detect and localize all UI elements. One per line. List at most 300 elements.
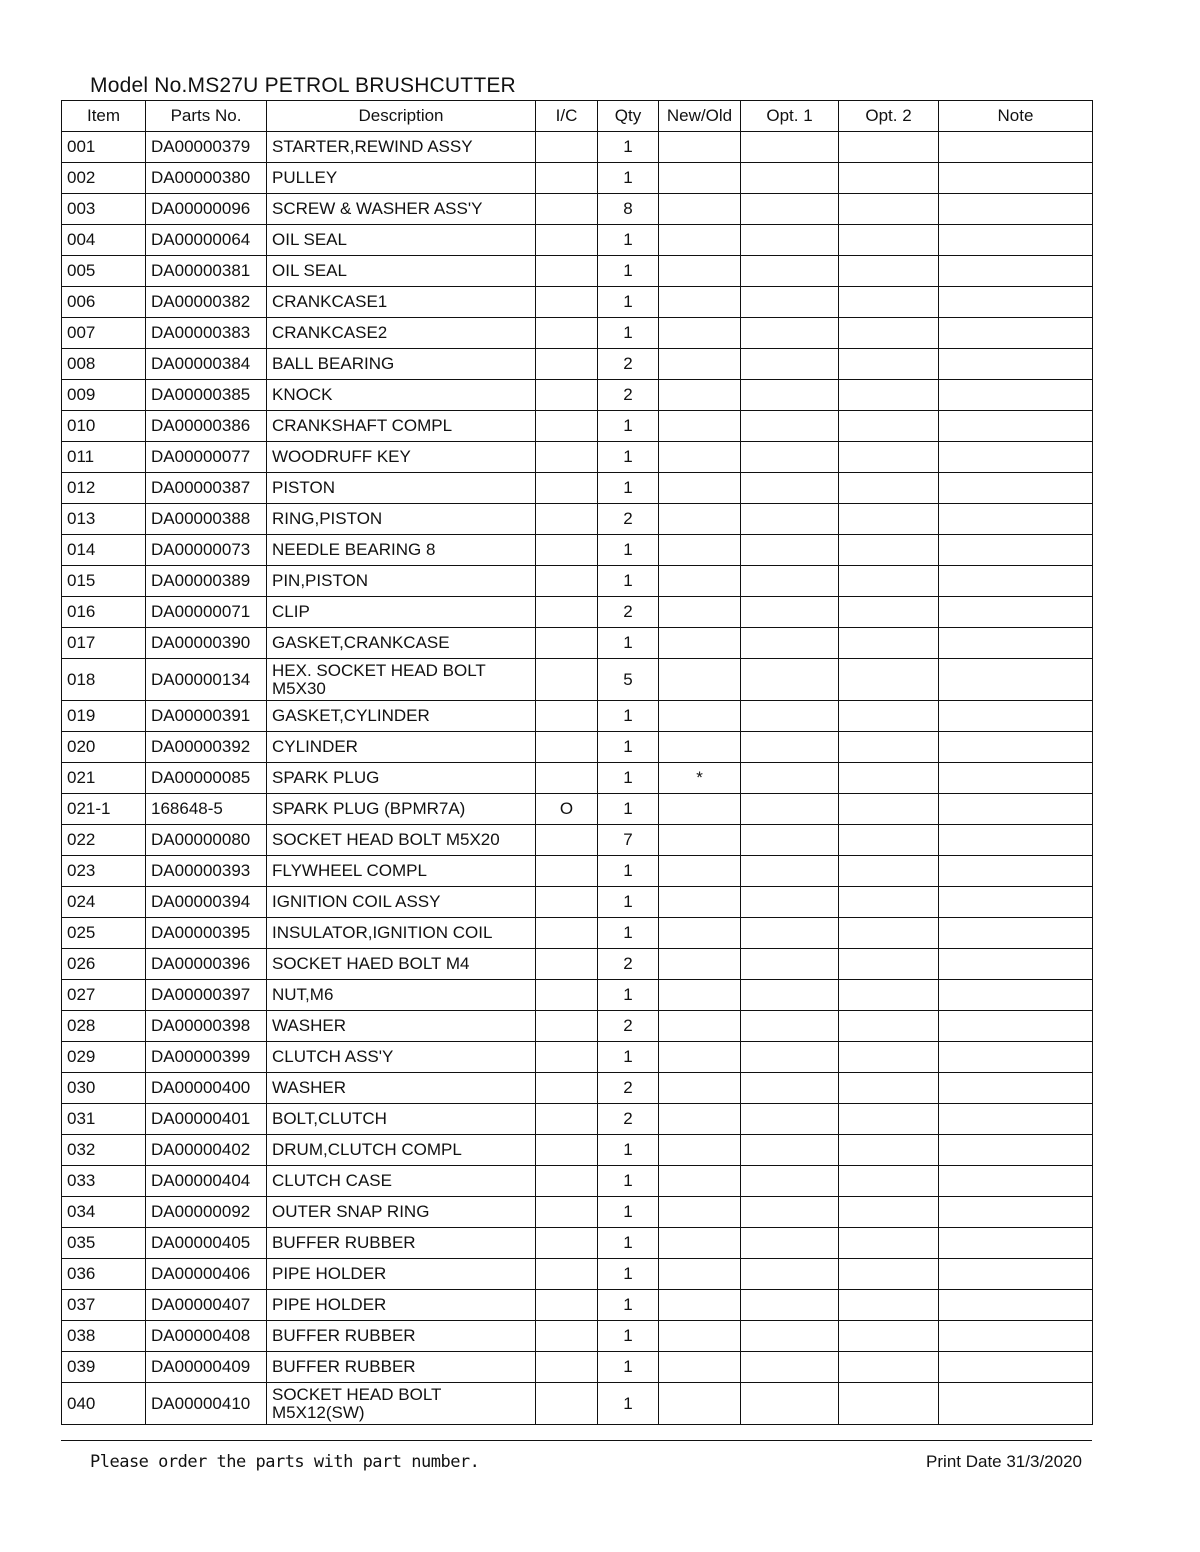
cell-opt1	[741, 349, 839, 380]
cell-description: IGNITION COIL ASSY	[267, 887, 536, 918]
cell-note	[939, 566, 1093, 597]
cell-item: 005	[62, 256, 146, 287]
cell-ic	[536, 256, 598, 287]
cell-note	[939, 701, 1093, 732]
column-header-item: Item	[62, 101, 146, 132]
table-row	[62, 287, 1093, 318]
table-row	[62, 949, 1093, 980]
cell-description: CLUTCH ASS'Y	[267, 1042, 536, 1073]
cell-parts-no: DA00000080	[146, 825, 267, 856]
cell-note	[939, 1383, 1093, 1425]
cell-opt1	[741, 1321, 839, 1352]
cell-ic	[536, 380, 598, 411]
cell-new-old	[659, 442, 741, 473]
cell-qty: 1	[598, 132, 659, 163]
cell-opt1	[741, 887, 839, 918]
cell-qty: 2	[598, 949, 659, 980]
table-row	[62, 504, 1093, 535]
cell-new-old	[659, 349, 741, 380]
table-row	[62, 918, 1093, 949]
cell-new-old	[659, 1104, 741, 1135]
table-row	[62, 473, 1093, 504]
cell-ic	[536, 1290, 598, 1321]
table-row	[62, 732, 1093, 763]
cell-ic	[536, 318, 598, 349]
cell-opt2	[839, 980, 939, 1011]
table-row	[62, 825, 1093, 856]
table-row	[62, 1290, 1093, 1321]
cell-parts-no: DA00000073	[146, 535, 267, 566]
table-row	[62, 194, 1093, 225]
cell-note	[939, 1135, 1093, 1166]
cell-ic	[536, 1011, 598, 1042]
cell-description: PIN,PISTON	[267, 566, 536, 597]
cell-description: BUFFER RUBBER	[267, 1352, 536, 1383]
cell-qty: 1	[598, 256, 659, 287]
cell-opt2	[839, 535, 939, 566]
cell-note	[939, 1228, 1093, 1259]
cell-ic	[536, 287, 598, 318]
cell-ic	[536, 659, 598, 701]
cell-parts-no: DA00000381	[146, 256, 267, 287]
page-title: Model No.MS27U PETROL BRUSHCUTTER	[90, 74, 516, 97]
cell-opt1	[741, 566, 839, 597]
cell-ic	[536, 349, 598, 380]
cell-item: 001	[62, 132, 146, 163]
cell-opt2	[839, 1228, 939, 1259]
cell-note	[939, 1197, 1093, 1228]
cell-qty: 1	[598, 473, 659, 504]
cell-qty: 1	[598, 763, 659, 794]
cell-item: 026	[62, 949, 146, 980]
table-row	[62, 628, 1093, 659]
cell-qty: 1	[598, 225, 659, 256]
table-row	[62, 1228, 1093, 1259]
cell-opt1	[741, 1011, 839, 1042]
cell-qty: 8	[598, 194, 659, 225]
table-row	[62, 1104, 1093, 1135]
cell-note	[939, 856, 1093, 887]
cell-new-old	[659, 1383, 741, 1425]
cell-parts-no: DA00000405	[146, 1228, 267, 1259]
table-row	[62, 1259, 1093, 1290]
cell-opt2	[839, 132, 939, 163]
cell-item: 024	[62, 887, 146, 918]
cell-qty: 1	[598, 1259, 659, 1290]
cell-qty: 1	[598, 318, 659, 349]
cell-opt1	[741, 763, 839, 794]
cell-item: 002	[62, 163, 146, 194]
cell-item: 021	[62, 763, 146, 794]
cell-new-old	[659, 1352, 741, 1383]
cell-new-old	[659, 411, 741, 442]
cell-opt2	[839, 856, 939, 887]
cell-parts-no: DA00000071	[146, 597, 267, 628]
table-row	[62, 980, 1093, 1011]
table-row	[62, 318, 1093, 349]
cell-qty: 7	[598, 825, 659, 856]
cell-description: RING,PISTON	[267, 504, 536, 535]
cell-description: PIPE HOLDER	[267, 1259, 536, 1290]
cell-description: WASHER	[267, 1073, 536, 1104]
cell-opt1	[741, 256, 839, 287]
cell-parts-no: DA00000388	[146, 504, 267, 535]
cell-opt2	[839, 659, 939, 701]
cell-parts-no: DA00000402	[146, 1135, 267, 1166]
cell-opt2	[839, 628, 939, 659]
cell-opt2	[839, 763, 939, 794]
cell-opt2	[839, 473, 939, 504]
table-row	[62, 1073, 1093, 1104]
cell-description: SOCKET HEAD BOLT M5X20	[267, 825, 536, 856]
print-date: Print Date 31/3/2020	[926, 1452, 1082, 1471]
cell-qty: 1	[598, 628, 659, 659]
cell-opt1	[741, 1352, 839, 1383]
cell-item: 009	[62, 380, 146, 411]
cell-opt2	[839, 380, 939, 411]
cell-description: GASKET,CYLINDER	[267, 701, 536, 732]
cell-opt1	[741, 1290, 839, 1321]
cell-opt2	[839, 411, 939, 442]
cell-description: CRANKCASE1	[267, 287, 536, 318]
cell-parts-no: DA00000397	[146, 980, 267, 1011]
cell-ic	[536, 887, 598, 918]
cell-qty: 1	[598, 887, 659, 918]
table-row	[62, 535, 1093, 566]
cell-note	[939, 163, 1093, 194]
cell-item: 015	[62, 566, 146, 597]
cell-opt2	[839, 825, 939, 856]
cell-note	[939, 1073, 1093, 1104]
cell-note	[939, 473, 1093, 504]
cell-item: 034	[62, 1197, 146, 1228]
cell-new-old	[659, 1228, 741, 1259]
table-row	[62, 856, 1093, 887]
cell-new-old	[659, 918, 741, 949]
cell-item: 018	[62, 659, 146, 701]
cell-qty: 2	[598, 380, 659, 411]
cell-note	[939, 763, 1093, 794]
cell-item: 030	[62, 1073, 146, 1104]
cell-ic	[536, 442, 598, 473]
cell-description: GASKET,CRANKCASE	[267, 628, 536, 659]
table-row	[62, 887, 1093, 918]
cell-parts-no: DA00000399	[146, 1042, 267, 1073]
cell-ic	[536, 1321, 598, 1352]
cell-opt2	[839, 1383, 939, 1425]
cell-ic	[536, 1228, 598, 1259]
cell-opt1	[741, 1104, 839, 1135]
cell-qty: 1	[598, 163, 659, 194]
cell-item: 022	[62, 825, 146, 856]
cell-ic	[536, 701, 598, 732]
cell-opt1	[741, 856, 839, 887]
cell-new-old	[659, 225, 741, 256]
cell-opt2	[839, 1290, 939, 1321]
cell-item: 016	[62, 597, 146, 628]
cell-new-old	[659, 597, 741, 628]
cell-qty: 1	[598, 1197, 659, 1228]
cell-opt2	[839, 349, 939, 380]
cell-description: INSULATOR,IGNITION COIL	[267, 918, 536, 949]
cell-note	[939, 887, 1093, 918]
cell-note	[939, 287, 1093, 318]
cell-opt1	[741, 132, 839, 163]
cell-opt2	[839, 732, 939, 763]
cell-new-old	[659, 1011, 741, 1042]
cell-parts-no: DA00000380	[146, 163, 267, 194]
cell-opt1	[741, 535, 839, 566]
cell-parts-no: DA00000386	[146, 411, 267, 442]
cell-note	[939, 628, 1093, 659]
cell-parts-no: DA00000385	[146, 380, 267, 411]
cell-description: BUFFER RUBBER	[267, 1321, 536, 1352]
cell-note	[939, 380, 1093, 411]
cell-item: 033	[62, 1166, 146, 1197]
cell-parts-no: DA00000401	[146, 1104, 267, 1135]
cell-note	[939, 318, 1093, 349]
cell-description: WOODRUFF KEY	[267, 442, 536, 473]
cell-parts-no: DA00000400	[146, 1073, 267, 1104]
cell-opt1	[741, 1042, 839, 1073]
cell-description: SOCKET HEAD BOLT M5X12(SW)	[267, 1383, 536, 1425]
cell-item: 023	[62, 856, 146, 887]
table-row	[62, 411, 1093, 442]
table-row	[62, 1197, 1093, 1228]
cell-new-old	[659, 566, 741, 597]
cell-note	[939, 1011, 1093, 1042]
cell-description: KNOCK	[267, 380, 536, 411]
cell-new-old	[659, 535, 741, 566]
cell-note	[939, 256, 1093, 287]
cell-description: DRUM,CLUTCH COMPL	[267, 1135, 536, 1166]
cell-note	[939, 225, 1093, 256]
cell-note	[939, 1042, 1093, 1073]
cell-note	[939, 949, 1093, 980]
cell-new-old	[659, 380, 741, 411]
table-row	[62, 701, 1093, 732]
cell-opt1	[741, 1166, 839, 1197]
cell-ic	[536, 535, 598, 566]
cell-item: 040	[62, 1383, 146, 1425]
cell-ic	[536, 473, 598, 504]
table-row	[62, 442, 1093, 473]
cell-parts-no: DA00000391	[146, 701, 267, 732]
cell-opt2	[839, 794, 939, 825]
cell-item: 010	[62, 411, 146, 442]
cell-opt2	[839, 1321, 939, 1352]
cell-item: 038	[62, 1321, 146, 1352]
cell-new-old	[659, 887, 741, 918]
cell-qty: 2	[598, 349, 659, 380]
cell-opt1	[741, 918, 839, 949]
cell-item: 004	[62, 225, 146, 256]
cell-item: 032	[62, 1135, 146, 1166]
cell-ic	[536, 980, 598, 1011]
cell-opt2	[839, 163, 939, 194]
cell-opt1	[741, 597, 839, 628]
cell-parts-no: DA00000410	[146, 1383, 267, 1425]
cell-opt2	[839, 442, 939, 473]
cell-opt2	[839, 918, 939, 949]
cell-parts-no: DA00000077	[146, 442, 267, 473]
cell-new-old	[659, 1197, 741, 1228]
cell-note	[939, 411, 1093, 442]
cell-qty: 1	[598, 794, 659, 825]
cell-qty: 1	[598, 566, 659, 597]
cell-description: PIPE HOLDER	[267, 1290, 536, 1321]
cell-item: 013	[62, 504, 146, 535]
table-row	[62, 1042, 1093, 1073]
cell-parts-no: DA00000389	[146, 566, 267, 597]
cell-note	[939, 1166, 1093, 1197]
cell-new-old	[659, 318, 741, 349]
cell-ic	[536, 732, 598, 763]
column-header-ic: I/C	[536, 101, 598, 132]
cell-ic	[536, 504, 598, 535]
cell-item: 006	[62, 287, 146, 318]
cell-item: 019	[62, 701, 146, 732]
cell-opt2	[839, 225, 939, 256]
cell-opt1	[741, 1073, 839, 1104]
cell-new-old	[659, 1135, 741, 1166]
cell-parts-no: DA00000392	[146, 732, 267, 763]
cell-opt1	[741, 628, 839, 659]
cell-item: 039	[62, 1352, 146, 1383]
cell-opt1	[741, 287, 839, 318]
cell-qty: 1	[598, 1166, 659, 1197]
cell-opt2	[839, 318, 939, 349]
cell-new-old	[659, 504, 741, 535]
parts-table	[61, 100, 1093, 1425]
cell-description: HEX. SOCKET HEAD BOLT M5X30	[267, 659, 536, 701]
cell-description: CLIP	[267, 597, 536, 628]
cell-new-old	[659, 980, 741, 1011]
cell-description: PISTON	[267, 473, 536, 504]
cell-note	[939, 825, 1093, 856]
cell-qty: 1	[598, 1290, 659, 1321]
cell-note	[939, 732, 1093, 763]
cell-opt1	[741, 504, 839, 535]
cell-opt1	[741, 1383, 839, 1425]
cell-description: PULLEY	[267, 163, 536, 194]
table-row	[62, 225, 1093, 256]
cell-note	[939, 1259, 1093, 1290]
column-header-opt1: Opt. 1	[741, 101, 839, 132]
table-header-row	[62, 101, 1093, 132]
cell-qty: 1	[598, 1321, 659, 1352]
cell-new-old	[659, 701, 741, 732]
cell-item: 031	[62, 1104, 146, 1135]
cell-opt2	[839, 1042, 939, 1073]
cell-ic: O	[536, 794, 598, 825]
cell-opt2	[839, 194, 939, 225]
column-header-description: Description	[267, 101, 536, 132]
cell-item: 014	[62, 535, 146, 566]
cell-qty: 1	[598, 918, 659, 949]
cell-opt1	[741, 949, 839, 980]
cell-parts-no: DA00000384	[146, 349, 267, 380]
table-row	[62, 380, 1093, 411]
cell-ic	[536, 1166, 598, 1197]
cell-opt2	[839, 701, 939, 732]
cell-note	[939, 918, 1093, 949]
column-header-parts-no: Parts No.	[146, 101, 267, 132]
cell-ic	[536, 628, 598, 659]
cell-opt2	[839, 1166, 939, 1197]
cell-opt1	[741, 318, 839, 349]
cell-new-old	[659, 732, 741, 763]
cell-qty: 2	[598, 1104, 659, 1135]
cell-item: 036	[62, 1259, 146, 1290]
cell-qty: 1	[598, 701, 659, 732]
cell-qty: 1	[598, 1135, 659, 1166]
cell-ic	[536, 225, 598, 256]
cell-description: CRANKSHAFT COMPL	[267, 411, 536, 442]
cell-parts-no: DA00000396	[146, 949, 267, 980]
cell-parts-no: 168648-5	[146, 794, 267, 825]
cell-description: SPARK PLUG (BPMR7A)	[267, 794, 536, 825]
cell-opt2	[839, 1352, 939, 1383]
column-header-note: Note	[939, 101, 1093, 132]
cell-opt2	[839, 287, 939, 318]
cell-description: FLYWHEEL COMPL	[267, 856, 536, 887]
cell-opt2	[839, 597, 939, 628]
cell-new-old	[659, 1321, 741, 1352]
cell-opt1	[741, 225, 839, 256]
cell-ic	[536, 763, 598, 794]
cell-item: 035	[62, 1228, 146, 1259]
cell-item: 037	[62, 1290, 146, 1321]
cell-ic	[536, 1352, 598, 1383]
cell-opt1	[741, 732, 839, 763]
cell-opt2	[839, 1197, 939, 1228]
cell-parts-no: DA00000408	[146, 1321, 267, 1352]
cell-new-old	[659, 1259, 741, 1290]
cell-opt1	[741, 1259, 839, 1290]
table-row	[62, 256, 1093, 287]
cell-opt1	[741, 442, 839, 473]
cell-qty: 5	[598, 659, 659, 701]
cell-ic	[536, 194, 598, 225]
cell-note	[939, 442, 1093, 473]
cell-opt2	[839, 887, 939, 918]
cell-ic	[536, 1259, 598, 1290]
cell-opt2	[839, 566, 939, 597]
parts-table-body	[62, 132, 1093, 1425]
cell-parts-no: DA00000382	[146, 287, 267, 318]
cell-opt1	[741, 380, 839, 411]
cell-note	[939, 1290, 1093, 1321]
cell-ic	[536, 918, 598, 949]
cell-opt2	[839, 504, 939, 535]
cell-qty: 2	[598, 597, 659, 628]
cell-qty: 1	[598, 287, 659, 318]
cell-parts-no: DA00000085	[146, 763, 267, 794]
cell-new-old	[659, 194, 741, 225]
cell-opt2	[839, 256, 939, 287]
cell-qty: 1	[598, 1042, 659, 1073]
cell-qty: 2	[598, 1073, 659, 1104]
cell-qty: 2	[598, 504, 659, 535]
cell-new-old	[659, 473, 741, 504]
cell-qty: 1	[598, 856, 659, 887]
cell-new-old	[659, 1042, 741, 1073]
cell-opt2	[839, 1259, 939, 1290]
cell-ic	[536, 411, 598, 442]
cell-description: SCREW & WASHER ASS'Y	[267, 194, 536, 225]
cell-parts-no: DA00000406	[146, 1259, 267, 1290]
